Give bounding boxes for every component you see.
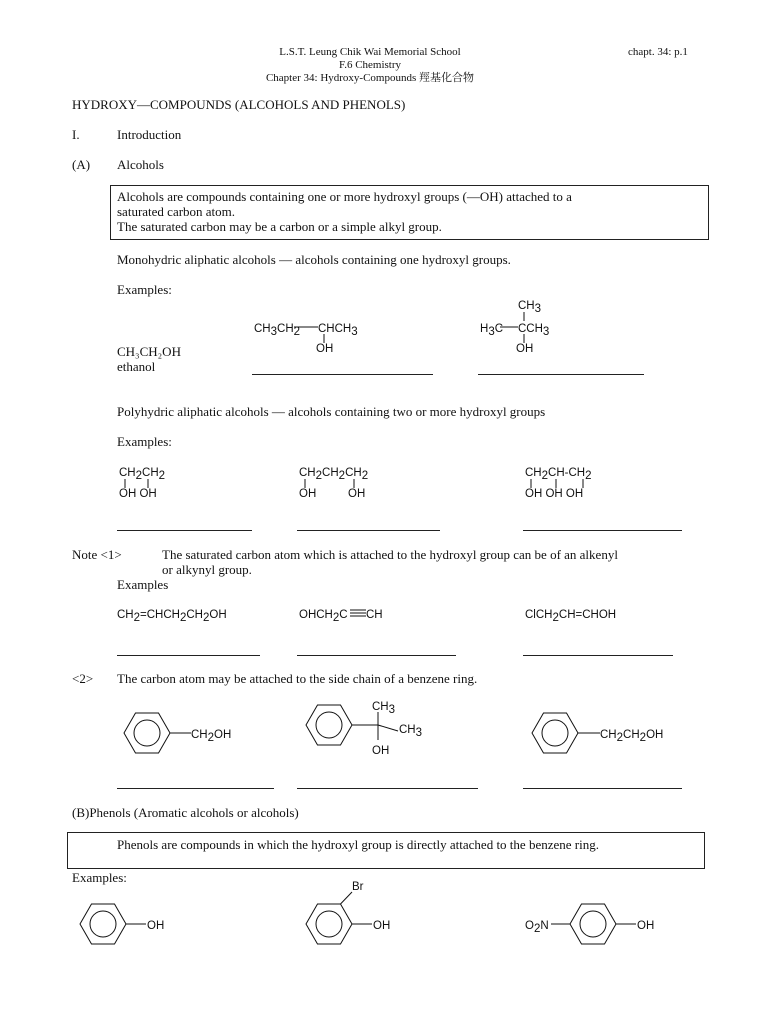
note-text: or alkynyl group. (162, 562, 252, 577)
ethanol-formula: CH₃CH₂OH (117, 344, 181, 359)
prop-enol-structure (117, 609, 227, 624)
butan-2-ol-structure (254, 323, 358, 355)
note-label: Note <1> (72, 547, 122, 562)
svg-text:CH: CH (366, 609, 383, 621)
svg-text:CH2CH2CH2: CH2CH2CH2 (299, 467, 369, 482)
definition-line: Alcohols are compounds containing one or more hydroxyl groups (—OH) attached to a (117, 189, 572, 204)
svg-text:OH: OH (316, 343, 334, 355)
note-text: The carbon atom may be attached to the side chain of a benzene ring. (117, 671, 478, 686)
note-label: <2> (72, 671, 94, 686)
svg-text:CH3CH2: CH3CH2 (254, 323, 301, 338)
bromophenol-structure (306, 881, 390, 944)
page-reference: chapt. 34: p.1 (628, 46, 688, 58)
svg-text:OH: OH (348, 488, 366, 500)
propargyl-alcohol-structure (299, 609, 383, 624)
svg-text:CH2CH-CH2: CH2CH-CH2 (525, 467, 592, 482)
examples-label: Examples: (72, 870, 127, 885)
svg-text:CH2CH2OH: CH2CH2OH (600, 729, 664, 744)
svg-text:CH3: CH3 (372, 701, 396, 716)
svg-text:CH2=CHCH2CH2OH: CH2=CHCH2CH2OH (117, 609, 227, 624)
svg-text:ClCH2CH=CHOH: ClCH2CH=CHOH (525, 609, 617, 624)
polyhydric-description: Polyhydric aliphatic alcohols — alcohols containing two or more hydroxyl groups (117, 404, 546, 419)
svg-text:CH3: CH3 (518, 300, 542, 315)
section-number: I. (72, 127, 80, 142)
tert-butanol-structure (480, 300, 549, 355)
definition-line: saturated carbon atom. (117, 204, 236, 219)
phenol-definition: Phenols are compounds in which the hydroxyl group is directly attached to the benzene ring. (117, 837, 599, 852)
svg-text:OH: OH (516, 343, 534, 355)
chapter-title: Chapter 34: Hydroxy-Compounds 羥基化合物 (265, 72, 475, 84)
svg-text:CH2OH: CH2OH (191, 729, 232, 744)
svg-text:OH: OH (637, 920, 655, 932)
svg-text:CH2CH2: CH2CH2 (119, 467, 166, 482)
subsection-heading: Alcohols (117, 157, 164, 172)
svg-text:H3C: H3C (480, 323, 504, 338)
svg-text:OH: OH (372, 745, 390, 757)
definition-line: The saturated carbon may be a carbon or a simple alkyl group. (117, 219, 442, 234)
examples-label: Examples (117, 577, 169, 592)
phenol-structure (80, 904, 164, 944)
page-title: HYDROXY—COMPOUNDS (ALCOHOLS AND PHENOLS) (72, 97, 406, 112)
form-level: F.6 Chemistry (338, 59, 402, 71)
school-name: L.S.T. Leung Chik Wai Memorial School (279, 46, 461, 58)
svg-text:OHCH2C: OHCH2C (299, 609, 348, 624)
chloro-enol-structure (525, 609, 616, 624)
ethanol-name: ethanol (117, 359, 156, 374)
ethane-diol-structure (119, 467, 165, 500)
svg-text:OH OH: OH OH (119, 488, 157, 500)
propane-diol-structure (299, 467, 368, 500)
nitrophenol-structure (525, 904, 654, 944)
section-heading: Introduction (117, 127, 182, 142)
svg-text:O2N: O2N (525, 920, 549, 935)
subsection-number: (A) (72, 157, 91, 172)
svg-text:OH OH OH: OH OH OH (525, 488, 584, 500)
svg-text:OH: OH (373, 920, 391, 932)
svg-text:CCH3: CCH3 (518, 323, 550, 338)
note-text: The saturated carbon atom which is attached to the hydroxyl group can be of an alkenyl (162, 547, 618, 562)
svg-text:CHCH3: CHCH3 (318, 323, 358, 338)
monohydric-description: Monohydric aliphatic alcohols — alcohols containing one hydroxyl groups. (117, 252, 511, 267)
svg-text:OH: OH (299, 488, 317, 500)
examples-label: Examples: (117, 434, 172, 449)
examples-label: Examples: (117, 282, 172, 297)
glycerol-structure (525, 467, 592, 500)
svg-text:OH: OH (147, 920, 165, 932)
svg-text:CH3: CH3 (399, 724, 423, 739)
benzyl-alcohol-structure (124, 713, 231, 753)
subsection-heading: (B)Phenols (Aromatic alcohols or alcohols) (72, 805, 299, 820)
svg-text:Br: Br (352, 881, 364, 893)
phenyl-propanol-structure (306, 701, 422, 757)
phenylethanol-structure (532, 713, 663, 753)
